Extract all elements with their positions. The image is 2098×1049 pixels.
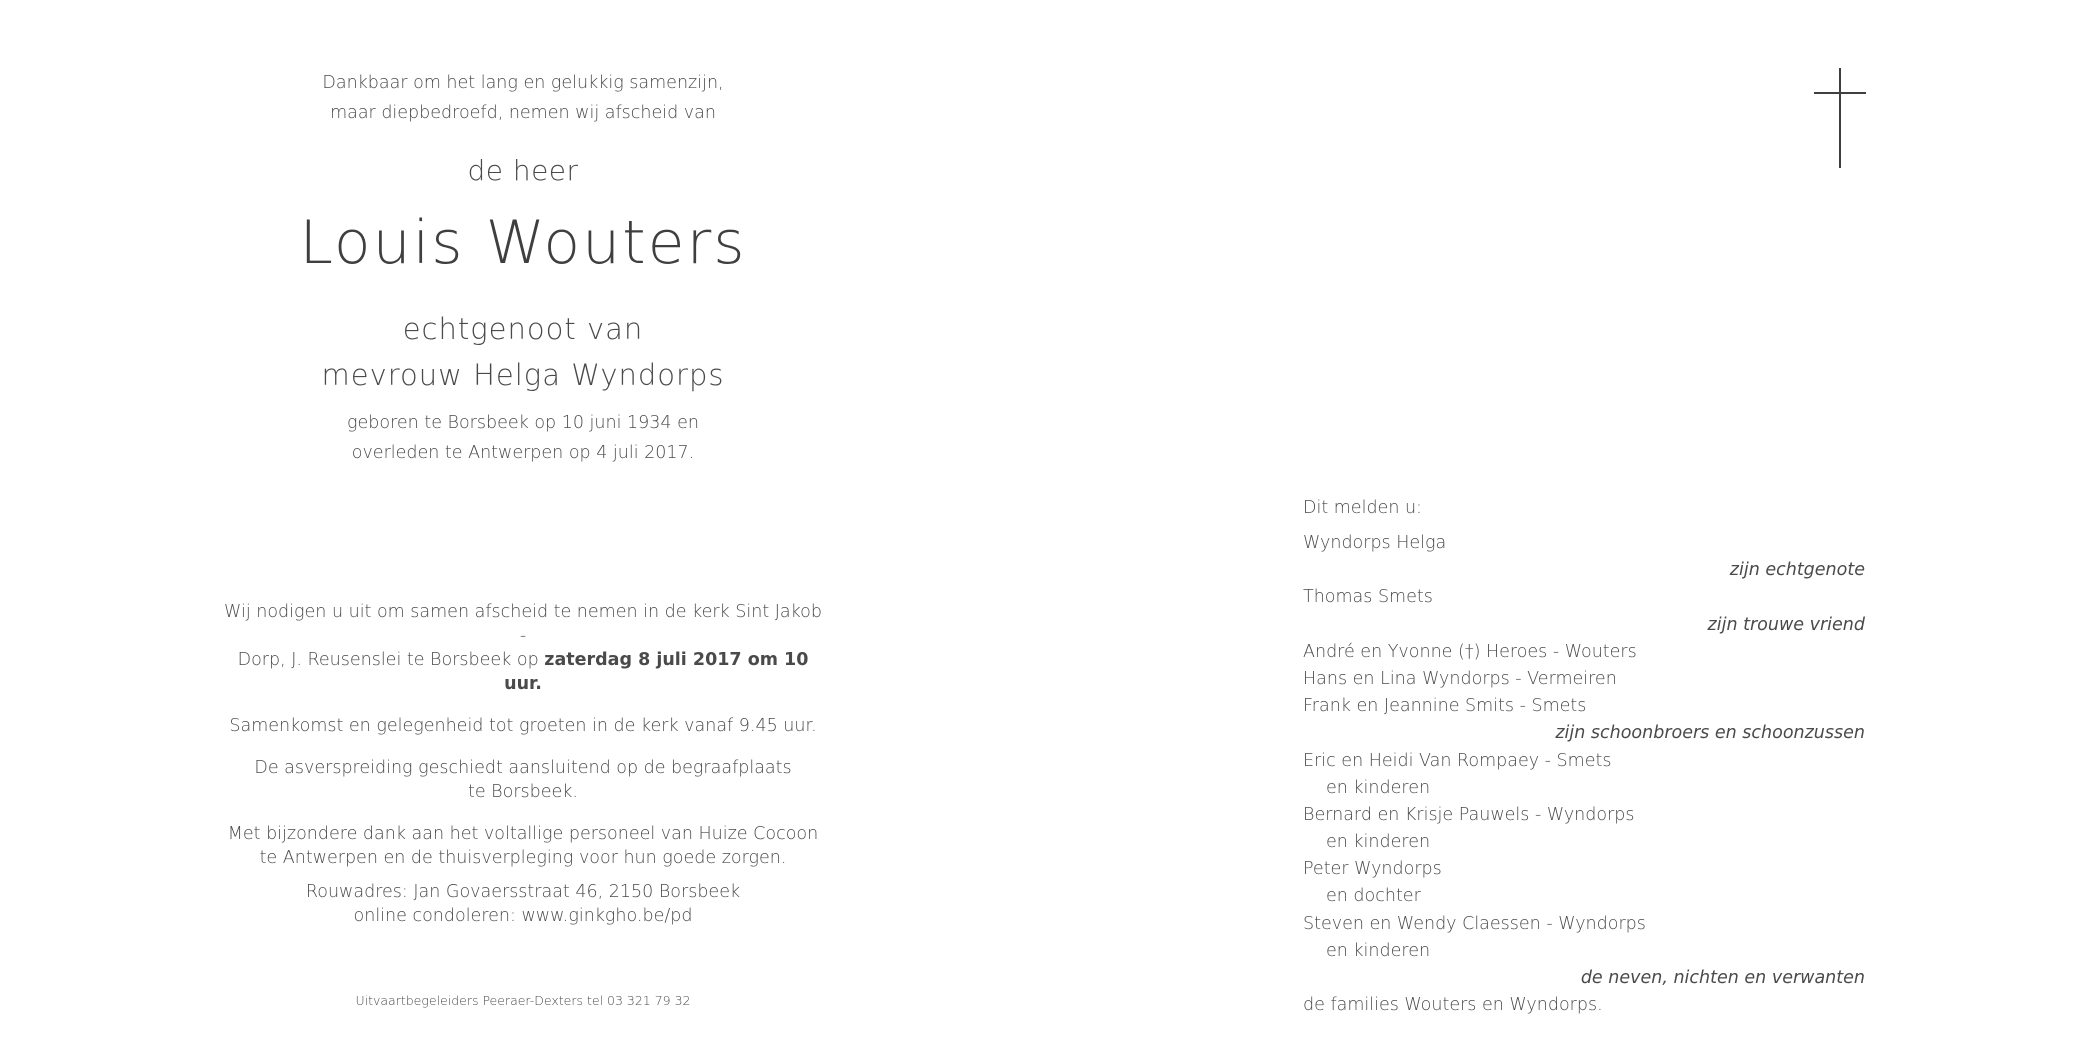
- family-member: Hans en Lina Wyndorps - Vermeiren: [1303, 668, 1617, 689]
- gathering-paragraph: Samenkomst en gelegenheid tot groeten in de kerk vanaf 9.45 uur.: [229, 716, 817, 736]
- address-line: Rouwadres: Jan Govaersstraat 46, 2150 Borsbeek: [305, 882, 741, 902]
- deceased-name: Louis Wouters: [299, 208, 747, 278]
- spouse-line: mevrouw Helga Wyndorps: [321, 358, 725, 392]
- family-member: Thomas Smets: [1303, 587, 1433, 608]
- announcement-header: Dit melden u:: [1303, 498, 1422, 518]
- invitation-line: Dorp, J. Reusenslei te Borsbeek op: [237, 650, 545, 670]
- spouse-text: [223, 306, 823, 398]
- intro-line: Dankbaar om het lang en gelukkig samenzijn,: [322, 73, 724, 93]
- scattering-line: De asverspreiding geschiedt aansluitend op de begraafplaats: [254, 758, 792, 778]
- relation-label: zijn echtgenote: [1729, 560, 1865, 581]
- family-member: Eric en Heidi Van Rompaey - Smets: [1303, 750, 1612, 771]
- family-subline: en dochter: [1326, 886, 1421, 907]
- invitation-paragraph: [223, 600, 823, 696]
- death-line: overleden te Antwerpen op 4 juli 2017.: [351, 443, 695, 463]
- invitation-line: Wij nodigen u uit om samen afscheid te nemen in de kerk Sint Jakob -: [224, 602, 822, 646]
- family-announcement: [1303, 494, 1865, 1019]
- family-subline: en kinderen: [1326, 940, 1431, 961]
- intro-text: [223, 68, 823, 128]
- ceremony-date: zaterdag 8 juli 2017 om 10 uur.: [504, 650, 809, 694]
- family-list: [1303, 530, 1865, 1019]
- relation-label: de neven, nichten en verwanten: [1580, 968, 1865, 988]
- undertaker-info: Uitvaartbegeleiders Peeraer-Dexters tel 03 321 79 32: [355, 993, 691, 1008]
- family-member: de families Wouters en Wyndorps.: [1303, 995, 1603, 1016]
- family-member: André en Yvonne (†) Heroes - Wouters: [1303, 641, 1637, 662]
- thanks-paragraph: [223, 822, 823, 870]
- birth-death-dates: [223, 408, 823, 468]
- salutation: de heer: [467, 154, 579, 187]
- spouse-line: echtgenoot van: [402, 312, 644, 346]
- family-member: Wyndorps Helga: [1303, 533, 1447, 553]
- thanks-line: Met bijzondere dank aan het voltallige personeel van Huize Cocoon: [227, 824, 819, 844]
- cross-icon: [1814, 68, 1866, 168]
- scattering-paragraph: [223, 756, 823, 804]
- family-member: Steven en Wendy Claessen - Wyndorps: [1303, 913, 1646, 934]
- family-subline: en kinderen: [1326, 777, 1431, 798]
- family-member: Peter Wyndorps: [1303, 859, 1442, 880]
- intro-line: maar diepbedroefd, nemen wij afscheid van: [330, 103, 716, 123]
- relation-label: zijn schoonbroers en schoonzussen: [1555, 723, 1865, 744]
- condolence-link[interactable]: online condoleren: www.ginkgho.be/pd: [353, 906, 693, 926]
- family-member: Bernard en Krisje Pauwels - Wyndorps: [1303, 804, 1635, 825]
- scattering-line: te Borsbeek.: [467, 782, 578, 802]
- ceremony-info: [223, 600, 823, 888]
- birth-line: geboren te Borsbeek op 10 juni 1934 en: [347, 413, 699, 433]
- thanks-line: te Antwerpen en de thuisverpleging voor hun goede zorgen.: [259, 848, 787, 868]
- mourning-address: [223, 880, 823, 928]
- relation-label: zijn trouwe vriend: [1707, 614, 1865, 635]
- family-subline: en kinderen: [1326, 832, 1431, 853]
- family-member: Frank en Jeannine Smits - Smets: [1303, 696, 1587, 717]
